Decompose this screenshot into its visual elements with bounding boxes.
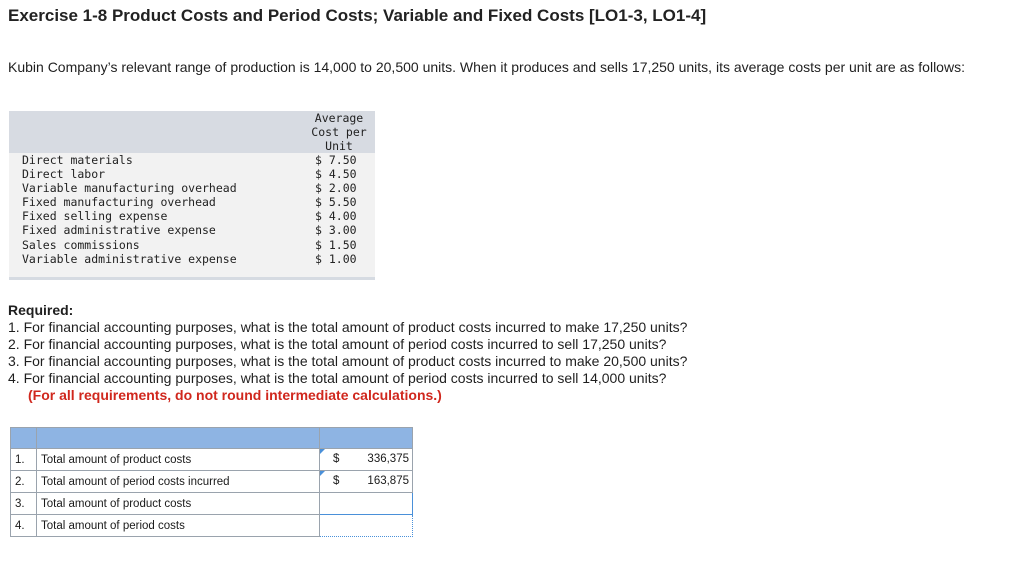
cost-table-header xyxy=(9,111,375,153)
cost-label: Direct materials xyxy=(22,153,133,167)
answer-row xyxy=(11,493,413,515)
answer-input-4[interactable] xyxy=(320,515,413,537)
cost-value: $ 1.00 xyxy=(315,251,357,266)
answer-row xyxy=(11,471,413,493)
answer-input-3[interactable] xyxy=(320,493,413,515)
cost-label: Fixed selling expense xyxy=(22,209,168,224)
answer-row xyxy=(11,515,413,537)
cost-value: $ 1.50 xyxy=(315,237,357,252)
cost-row xyxy=(9,195,375,209)
answer-label: Total amount of period costs xyxy=(37,515,320,537)
cost-label: Variable manufacturing overhead xyxy=(22,181,237,196)
answer-input-1[interactable] xyxy=(320,449,413,471)
required-item-1: 1. For financial accounting purposes, what is the total amount of product costs incurred to make 17,250 units? xyxy=(8,319,688,335)
required-item-3: 3. For financial accounting purposes, what is the total amount of product costs incurred to make 20,500 units? xyxy=(8,353,688,369)
answer-number: 3. xyxy=(11,493,37,515)
answer-number: 4. xyxy=(11,515,37,537)
cost-label: Sales commissions xyxy=(22,237,140,252)
cost-row xyxy=(9,238,375,252)
cost-row xyxy=(9,209,375,223)
cost-row xyxy=(9,167,375,181)
cost-row xyxy=(9,181,375,195)
cost-value: $ 3.00 xyxy=(315,223,357,238)
required-section xyxy=(8,302,687,404)
cost-value: $ 2.00 xyxy=(315,181,357,196)
answer-number: 1. xyxy=(11,449,37,471)
required-heading: Required: xyxy=(8,302,74,318)
page-title: Exercise 1-8 Product Costs and Period Costs; Variable and Fixed Costs [LO1-3, LO1-4] xyxy=(8,6,707,25)
cost-value: $ 4.00 xyxy=(315,209,357,224)
required-item-2: 2. For financial accounting purposes, what is the total amount of period costs incurred to sell 17,250 units? xyxy=(8,336,667,352)
answer-number: 2. xyxy=(11,471,37,493)
input-flag-icon xyxy=(320,449,325,454)
input-flag-icon xyxy=(320,471,325,476)
average-cost-header: Average Cost per Unit xyxy=(311,111,367,153)
cost-label: Fixed manufacturing overhead xyxy=(22,195,216,210)
required-item-4: 4. For financial accounting purposes, what is the total amount of period costs incurred to sell 14,000 units? xyxy=(8,370,667,386)
cost-value: $ 7.50 xyxy=(315,153,357,167)
answer-label: Total amount of period costs incurred xyxy=(37,471,320,493)
cost-label: Fixed administrative expense xyxy=(22,223,216,238)
cost-value: $ 4.50 xyxy=(315,167,357,182)
answer-header-row xyxy=(11,428,413,449)
cost-label: Variable administrative expense xyxy=(22,251,237,266)
problem-intro: Kubin Company’s relevant range of production is 14,000 to 20,500 units. When it produces and sells 17,250 units, its average costs per unit are as follows: xyxy=(8,59,965,75)
cost-row xyxy=(9,153,375,167)
currency-symbol: $ xyxy=(333,453,340,465)
answer-label: Total amount of product costs xyxy=(37,493,320,515)
answer-row xyxy=(11,449,413,471)
answer-value: 336,375 xyxy=(367,453,409,465)
cost-table xyxy=(9,111,375,280)
cost-label: Direct labor xyxy=(22,167,106,182)
cost-row xyxy=(9,223,375,237)
answer-table xyxy=(10,427,413,537)
cost-row xyxy=(9,252,375,266)
currency-symbol: $ xyxy=(333,475,340,487)
cost-value: $ 5.50 xyxy=(315,195,357,210)
answer-value: 163,875 xyxy=(367,475,409,487)
answer-input-2[interactable] xyxy=(320,471,413,493)
answer-label: Total amount of product costs xyxy=(37,449,320,471)
rounding-note: (For all requirements, do not round intermediate calculations.) xyxy=(28,387,442,403)
